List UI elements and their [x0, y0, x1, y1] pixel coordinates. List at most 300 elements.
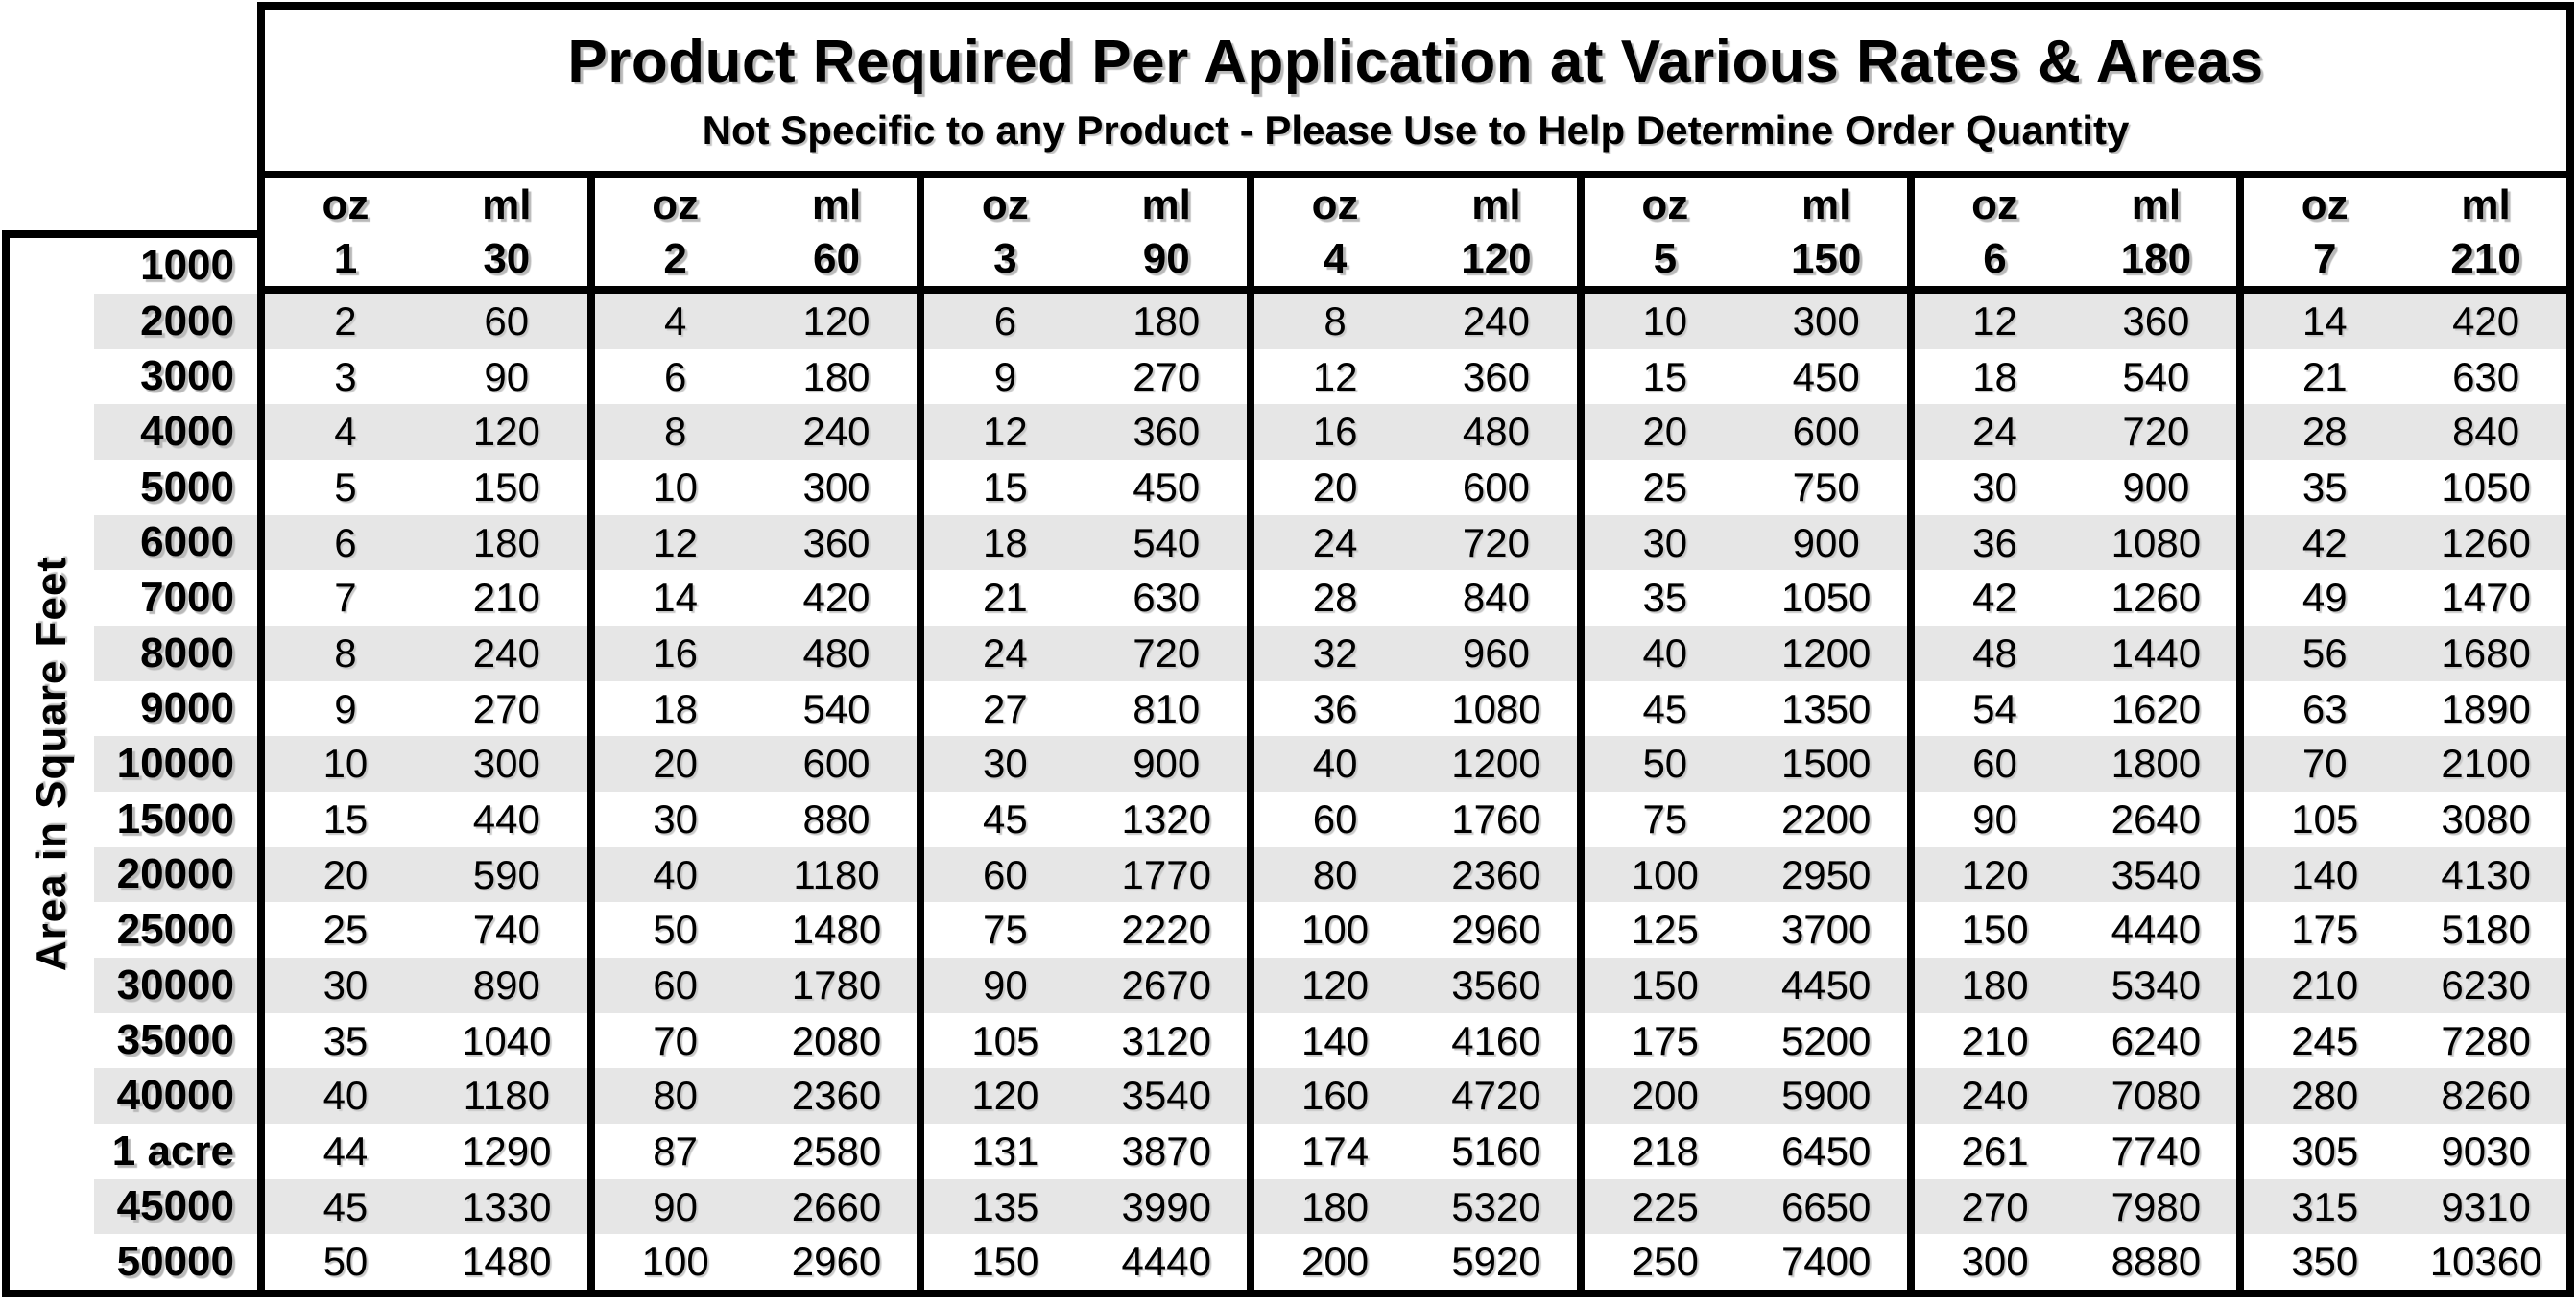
oz-cell: 40 — [653, 851, 698, 897]
column-group — [587, 178, 918, 232]
row-label: 4000 — [94, 404, 257, 460]
oz-cell: 315 — [2291, 1183, 2359, 1229]
oz-cell: 7 — [334, 575, 357, 621]
ml-cell: 240 — [802, 409, 871, 455]
column-group — [917, 404, 1247, 460]
column-group — [1577, 902, 1907, 958]
oz-cell: 45 — [983, 795, 1028, 842]
ml-cell: 3560 — [1451, 962, 1541, 1008]
column-group — [265, 1124, 587, 1179]
table-row — [265, 515, 2566, 571]
column-group — [2236, 1124, 2566, 1179]
oz-cell: 5 — [334, 463, 357, 510]
ml-cell: 4450 — [1780, 962, 1872, 1008]
ml-cell: 1350 — [1780, 685, 1872, 731]
oz-cell: 50 — [322, 1239, 369, 1285]
ml-cell: 1180 — [793, 851, 880, 897]
title-divider — [265, 171, 2566, 178]
oz-cell: 30 — [322, 962, 369, 1008]
oz-cell: 54 — [1972, 685, 2017, 731]
oz-cell: 20 — [1312, 463, 1358, 510]
column-group — [265, 681, 587, 737]
ml-cell: 150 — [472, 463, 540, 510]
column-group — [1577, 1179, 1907, 1235]
oz-cell: 175 — [2291, 907, 2359, 953]
ml-cell: 1780 — [791, 962, 882, 1008]
column-group — [265, 958, 587, 1013]
rate-oz-value: 1 — [333, 235, 358, 282]
column-group — [1247, 178, 1577, 232]
oz-cell: 20 — [1642, 409, 1688, 455]
oz-cell: 10 — [653, 463, 698, 510]
oz-cell: 20 — [322, 851, 369, 897]
ml-cell: 2580 — [791, 1128, 882, 1174]
ml-cell: 750 — [1792, 463, 1860, 510]
column-group — [1577, 736, 1907, 792]
ml-cell: 900 — [2122, 463, 2190, 510]
ml-cell: 1470 — [2441, 575, 2531, 621]
table-row — [265, 349, 2566, 405]
ml-cell: 1050 — [1780, 575, 1872, 621]
oz-cell: 40 — [322, 1073, 369, 1119]
ml-cell: 1260 — [2111, 575, 2202, 621]
table-row — [265, 1179, 2566, 1235]
oz-cell: 24 — [983, 629, 1028, 676]
oz-cell: 8 — [663, 409, 687, 455]
oz-cell: 24 — [1972, 409, 2017, 455]
oz-cell: 120 — [1301, 962, 1370, 1008]
column-group — [587, 1179, 918, 1235]
column-group — [917, 902, 1247, 958]
column-group — [265, 1234, 587, 1290]
column-group — [1247, 958, 1577, 1013]
ml-cell: 720 — [1462, 519, 1530, 565]
oz-cell: 48 — [1972, 629, 2017, 676]
ml-cell: 3540 — [1121, 1073, 1211, 1119]
oz-cell: 135 — [971, 1183, 1039, 1229]
row-label: 30000 — [94, 958, 257, 1013]
row-label: 20000 — [94, 847, 257, 903]
column-group — [1577, 515, 1907, 571]
column-group — [917, 1179, 1247, 1235]
column-group — [587, 404, 918, 460]
column-group — [587, 681, 918, 737]
oz-cell: 90 — [1972, 795, 2017, 842]
ml-cell: 2360 — [1451, 851, 1541, 897]
oz-cell: 25 — [322, 907, 369, 953]
ml-cell: 900 — [1133, 741, 1201, 787]
column-group — [2236, 958, 2566, 1013]
oz-cell: 60 — [1972, 741, 2017, 787]
column-group — [265, 792, 587, 847]
ml-cell: 7400 — [1780, 1239, 1872, 1285]
oz-cell: 105 — [971, 1017, 1039, 1063]
oz-cell: 30 — [1972, 463, 2017, 510]
oz-cell: 36 — [1972, 519, 2017, 565]
ml-cell: 1320 — [1121, 795, 1211, 842]
oz-cell: 6 — [663, 353, 687, 399]
column-group — [587, 570, 918, 626]
column-group — [917, 570, 1247, 626]
ml-cell: 2960 — [1451, 907, 1541, 953]
ml-cell: 120 — [472, 409, 540, 455]
ml-cell: 1500 — [1780, 741, 1872, 787]
column-group — [1577, 232, 1907, 286]
ml-cell: 1050 — [2441, 463, 2531, 510]
oz-cell: 9 — [993, 353, 1017, 399]
oz-cell: 6 — [993, 297, 1017, 344]
column-group — [2236, 570, 2566, 626]
ml-cell: 1080 — [2111, 519, 2202, 565]
rate-oz-value: 4 — [1323, 235, 1348, 282]
column-group — [1247, 1234, 1577, 1290]
ml-cell: 300 — [472, 741, 540, 787]
oz-cell: 140 — [2291, 851, 2359, 897]
row-label: 1000 — [140, 242, 234, 289]
ml-cell: 5160 — [1451, 1128, 1541, 1174]
oz-cell: 3 — [334, 353, 357, 399]
column-group — [1907, 570, 2237, 626]
row-label: 50000 — [116, 1238, 234, 1286]
column-group — [265, 178, 587, 232]
column-group — [587, 232, 918, 286]
oz-cell: 6 — [334, 519, 357, 565]
rate-ml-value: 60 — [813, 235, 860, 282]
ml-cell: 1480 — [791, 907, 882, 953]
oz-cell: 56 — [2302, 629, 2348, 676]
oz-cell: 8 — [1324, 297, 1347, 344]
table-row — [265, 1068, 2566, 1124]
oz-cell: 350 — [2291, 1239, 2359, 1285]
ml-cell: 600 — [802, 741, 871, 787]
ml-cell: 3540 — [2111, 851, 2202, 897]
column-group — [587, 515, 918, 571]
ml-cell: 5900 — [1780, 1073, 1872, 1119]
ml-cell: 1080 — [1451, 685, 1541, 731]
column-group — [1577, 178, 1907, 232]
oz-cell: 180 — [1301, 1183, 1370, 1229]
ml-cell: 360 — [1133, 409, 1201, 455]
oz-cell: 150 — [1631, 962, 1699, 1008]
ml-cell: 7980 — [2111, 1183, 2202, 1229]
header-divider — [265, 286, 2566, 294]
column-group — [587, 792, 918, 847]
oz-cell: 120 — [971, 1073, 1039, 1119]
column-group — [587, 626, 918, 681]
table-row — [265, 902, 2566, 958]
column-group — [265, 515, 587, 571]
ml-cell: 1770 — [1121, 851, 1211, 897]
column-group — [587, 294, 918, 349]
ml-cell: 1040 — [462, 1017, 552, 1063]
ml-cell: 5180 — [2441, 907, 2531, 953]
column-group — [1907, 792, 2237, 847]
oz-cell: 50 — [1642, 741, 1688, 787]
column-group — [265, 294, 587, 349]
ml-cell: 720 — [1133, 629, 1201, 676]
ml-cell: 120 — [802, 297, 871, 344]
column-group — [2236, 178, 2566, 232]
oz-cell: 24 — [1312, 519, 1358, 565]
oz-cell: 12 — [1312, 353, 1358, 399]
oz-cell: 12 — [653, 519, 698, 565]
ml-cell: 4720 — [1451, 1073, 1541, 1119]
oz-cell: 280 — [2291, 1073, 2359, 1119]
ml-cell: 4440 — [2111, 907, 2202, 953]
row-label: 40000 — [94, 1068, 257, 1124]
ml-cell: 540 — [2122, 353, 2190, 399]
ml-unit-label: ml — [1471, 181, 1521, 228]
ml-cell: 2200 — [1780, 795, 1872, 842]
table-row — [265, 847, 2566, 903]
column-group — [1577, 1124, 1907, 1179]
column-group — [917, 294, 1247, 349]
oz-cell: 2 — [334, 297, 357, 344]
column-group — [1247, 460, 1577, 515]
oz-cell: 32 — [1312, 629, 1358, 676]
oz-cell: 28 — [2302, 409, 2348, 455]
column-group — [1907, 232, 2237, 286]
oz-cell: 174 — [1301, 1128, 1370, 1174]
column-group — [1577, 570, 1907, 626]
table-row — [265, 626, 2566, 681]
column-group — [917, 681, 1247, 737]
column-group — [1907, 736, 2237, 792]
column-group — [1907, 902, 2237, 958]
table-body — [265, 294, 2566, 1290]
column-group — [917, 626, 1247, 681]
oz-cell: 12 — [1972, 297, 2017, 344]
oz-cell: 120 — [1961, 851, 2029, 897]
column-group — [587, 460, 918, 515]
column-group — [1247, 681, 1577, 737]
column-group — [2236, 404, 2566, 460]
oz-unit-label: oz — [1311, 181, 1359, 228]
oz-cell: 60 — [1312, 795, 1358, 842]
column-group — [2236, 792, 2566, 847]
page-subtitle: Not Specific to any Product - Please Use to Help Determine Order Quantity — [702, 107, 2130, 153]
column-group — [1577, 1068, 1907, 1124]
ml-cell: 1440 — [2111, 629, 2202, 676]
column-group — [587, 1068, 918, 1124]
row-label: 8000 — [94, 626, 257, 681]
column-group — [1247, 792, 1577, 847]
column-group — [2236, 232, 2566, 286]
ml-cell: 1200 — [1451, 741, 1541, 787]
column-group — [1907, 178, 2237, 232]
ml-cell: 960 — [1462, 629, 1530, 676]
column-group — [1577, 792, 1907, 847]
oz-cell: 4 — [334, 409, 357, 455]
oz-cell: 80 — [1312, 851, 1358, 897]
column-group — [1907, 1234, 2237, 1290]
column-group — [1247, 1068, 1577, 1124]
rates-table — [257, 2, 2574, 1297]
row-label: 35000 — [116, 1016, 234, 1064]
column-group — [1907, 1124, 2237, 1179]
column-group — [1247, 404, 1577, 460]
oz-cell: 9 — [334, 685, 357, 731]
column-group — [2236, 1234, 2566, 1290]
table-row — [265, 570, 2566, 626]
column-group — [265, 902, 587, 958]
oz-cell: 35 — [1642, 575, 1688, 621]
column-group — [2236, 1068, 2566, 1124]
ml-cell: 1800 — [2111, 741, 2202, 787]
oz-cell: 18 — [1972, 353, 2017, 399]
oz-cell: 225 — [1631, 1183, 1699, 1229]
column-group — [2236, 460, 2566, 515]
ml-cell: 420 — [802, 575, 871, 621]
column-group — [2236, 1179, 2566, 1235]
oz-cell: 28 — [1312, 575, 1358, 621]
ml-cell: 720 — [2122, 409, 2190, 455]
ml-cell: 1680 — [2441, 629, 2531, 676]
column-group — [265, 847, 587, 903]
oz-cell: 305 — [2291, 1128, 2359, 1174]
column-group — [265, 404, 587, 460]
oz-cell: 35 — [322, 1017, 369, 1063]
column-group — [1577, 294, 1907, 349]
row-label: 7000 — [140, 574, 234, 622]
row-label: 6000 — [94, 515, 257, 571]
column-group — [1907, 681, 2237, 737]
rate-oz-value: 3 — [993, 235, 1017, 282]
ml-cell: 4160 — [1451, 1017, 1541, 1063]
oz-cell: 210 — [2291, 962, 2359, 1008]
column-group — [1247, 232, 1577, 286]
column-group — [917, 1234, 1247, 1290]
ml-cell: 60 — [484, 297, 530, 344]
oz-cell: 90 — [983, 962, 1028, 1008]
oz-unit-label: oz — [2301, 181, 2349, 228]
ml-cell: 180 — [472, 519, 540, 565]
ml-cell: 590 — [472, 851, 540, 897]
ml-cell: 3120 — [1121, 1017, 1211, 1063]
column-group — [2236, 349, 2566, 405]
oz-cell: 14 — [2302, 297, 2348, 344]
column-group — [1577, 626, 1907, 681]
oz-cell: 35 — [2302, 463, 2348, 510]
oz-cell: 63 — [2302, 685, 2348, 731]
ml-unit-label: ml — [2131, 181, 2182, 228]
ml-cell: 4440 — [1121, 1239, 1211, 1285]
column-group — [1907, 1179, 2237, 1235]
oz-cell: 44 — [322, 1128, 369, 1174]
ml-unit-label: ml — [811, 181, 862, 228]
oz-cell: 20 — [653, 741, 698, 787]
rate-oz-value: 6 — [1983, 235, 2007, 282]
table-title-block — [265, 10, 2566, 171]
column-group — [2236, 847, 2566, 903]
column-group — [2236, 681, 2566, 737]
column-group — [587, 847, 918, 903]
table-row — [265, 792, 2566, 847]
oz-cell: 100 — [1631, 851, 1699, 897]
column-group — [1577, 1234, 1907, 1290]
ml-cell: 6230 — [2441, 962, 2531, 1008]
column-group — [265, 626, 587, 681]
oz-cell: 49 — [2302, 575, 2348, 621]
ml-cell: 7080 — [2111, 1073, 2202, 1119]
axis-label-area: Area in Square Feet — [28, 556, 75, 972]
column-group — [1907, 349, 2237, 405]
row-label: 45000 — [94, 1179, 257, 1235]
ml-cell: 540 — [1133, 519, 1201, 565]
oz-cell: 70 — [2302, 741, 2348, 787]
ml-cell: 300 — [802, 463, 871, 510]
oz-cell: 100 — [1301, 907, 1370, 953]
table-row — [265, 736, 2566, 792]
ml-cell: 270 — [1133, 353, 1201, 399]
oz-cell: 150 — [971, 1239, 1039, 1285]
column-group — [1577, 404, 1907, 460]
row-label: 5000 — [140, 463, 234, 511]
ml-cell: 480 — [802, 629, 871, 676]
oz-cell: 15 — [1642, 353, 1688, 399]
area-label-box — [2, 230, 257, 1297]
rate-oz-value: 2 — [663, 235, 687, 282]
ml-cell: 7280 — [2441, 1017, 2531, 1063]
column-group — [1247, 1013, 1577, 1069]
oz-cell: 18 — [983, 519, 1028, 565]
oz-cell: 10 — [1642, 297, 1688, 344]
oz-cell: 8 — [334, 629, 357, 676]
oz-cell: 16 — [653, 629, 698, 676]
column-group — [1577, 1013, 1907, 1069]
oz-unit-label: oz — [981, 181, 1029, 228]
column-group — [2236, 902, 2566, 958]
ml-unit-label: ml — [482, 181, 532, 228]
oz-cell: 60 — [653, 962, 698, 1008]
ml-cell: 210 — [472, 575, 540, 621]
oz-cell: 250 — [1631, 1239, 1699, 1285]
column-group — [1247, 847, 1577, 903]
column-group — [265, 349, 587, 405]
table-row — [265, 1124, 2566, 1179]
oz-cell: 210 — [1961, 1017, 2029, 1063]
table-row — [265, 404, 2566, 460]
ml-cell: 360 — [802, 519, 871, 565]
ml-cell: 840 — [1462, 575, 1530, 621]
row-label: 25000 — [116, 906, 234, 954]
oz-cell: 15 — [322, 795, 369, 842]
ml-cell: 5340 — [2111, 962, 2202, 1008]
rate-ml-value: 30 — [483, 235, 531, 282]
ml-cell: 440 — [472, 795, 540, 842]
column-group — [1247, 1179, 1577, 1235]
ml-cell: 630 — [2452, 353, 2520, 399]
table-row — [265, 460, 2566, 515]
ml-cell: 810 — [1133, 685, 1201, 731]
ml-cell: 600 — [1792, 409, 1860, 455]
oz-cell: 240 — [1961, 1073, 2029, 1119]
ml-cell: 8260 — [2441, 1073, 2531, 1119]
ml-cell: 1180 — [463, 1073, 550, 1119]
ml-cell: 6450 — [1780, 1128, 1872, 1174]
table-row — [265, 681, 2566, 737]
column-group — [2236, 626, 2566, 681]
column-group — [2236, 294, 2566, 349]
ml-cell: 1290 — [462, 1128, 552, 1174]
column-group — [265, 1013, 587, 1069]
ml-cell: 1620 — [2111, 685, 2202, 731]
column-group — [265, 570, 587, 626]
ml-cell: 880 — [802, 795, 871, 842]
ml-cell: 2670 — [1121, 962, 1211, 1008]
ml-cell: 240 — [472, 629, 540, 676]
ml-cell: 360 — [2122, 297, 2190, 344]
